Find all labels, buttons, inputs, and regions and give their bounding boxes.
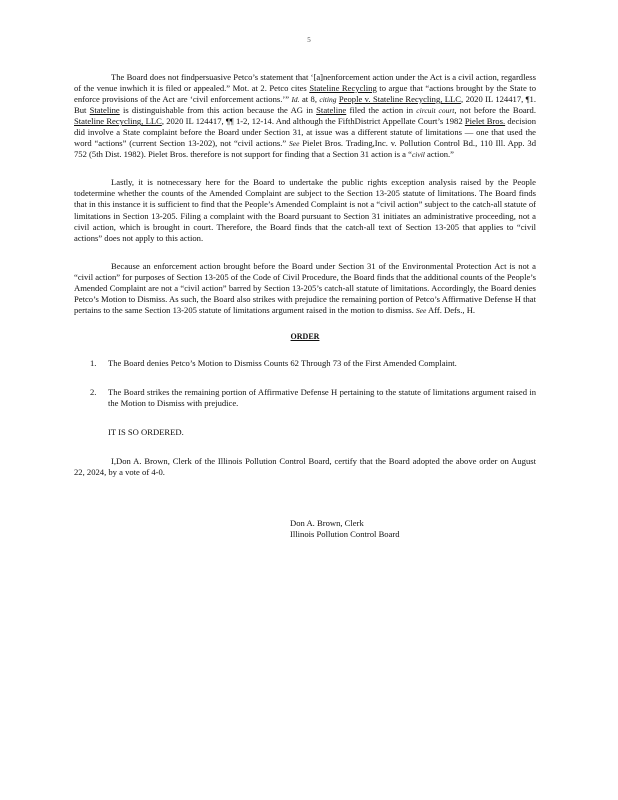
order-item-text: The Board strikes the remaining portion of Affirmative Defense H pertaining to the statute of limitations argument raised in the Motion to Dismiss with prejudice. xyxy=(108,386,536,409)
page-number: 5 xyxy=(307,36,311,44)
signature-block xyxy=(74,518,536,540)
order-heading: ORDER xyxy=(290,331,320,341)
clerk-certification: I,Don A. Brown, Clerk of the Illinois Pollution Control Board, certify that the Board adopted the above order on August 22, 2024, by a vote of 4-0. xyxy=(74,456,536,478)
case-citation: Stateline Recycling, LLC xyxy=(74,116,162,127)
case-citation: Stateline xyxy=(89,105,120,116)
case-citation: Stateline xyxy=(316,105,347,116)
paragraph-conclusion: Because an enforcement action brought before the Board under Section 31 of the Environmental Protection Act is not a “civil action” for purposes of Section 13-205 of the Code of Civil Procedure, the Board finds that the additional counts of the People’s Amended Complaint are not a “civil action” barred by Section 13-205’s catch-all statute of limitations. Accordingly, the Board denies Petco’s Motion to Dismiss. As such, the Board also strikes with prejudice the remaining portion of Petco’s Affirmative Defense H that pertains to the same Section 13-205 statute of limitations argument raised in the motion to dismiss. See Aff. Defs., H. xyxy=(74,260,536,315)
so-ordered: IT IS SO ORDERED. xyxy=(108,427,184,438)
order-item-number: 2. xyxy=(90,386,97,397)
paragraph-public-rights: Lastly, it is notnecessary here for the Board to undertake the public rights exception analysis raised by the People todetermine whether the counts of the Amended Complaint are subject to the Section 13-205 statute of limitations. The Board finds that in this instance it is sufficient to find that the People’s Amended Complaint is not a “civil action” subject to the catch-all statute of limitations in Section 13-205. Filing a complaint with the Board pursuant to Section 31 initiates an administrative proceeding, not a civil action, which is brought in court. Therefore, the Board finds that the catch-all text of Section 13-205 that applies to “civil actions” does not apply to this action. xyxy=(74,177,536,243)
signature-title: Illinois Pollution Control Board xyxy=(290,529,400,540)
order-item xyxy=(74,387,536,409)
case-citation: People v. Stateline Recycling, LLC xyxy=(338,94,462,105)
case-citation: Stateline Recycling xyxy=(309,83,377,94)
order-item-number: 1. xyxy=(90,357,97,368)
document-body xyxy=(74,72,536,540)
order-item-text: The Board denies Petco’s Motion to Dismiss Counts 62 Through 73 of the First Amended Complaint. xyxy=(108,357,457,368)
case-citation: Pielet Bros. xyxy=(464,116,506,127)
order-item xyxy=(74,358,536,369)
signature-name: Don A. Brown, Clerk xyxy=(290,518,364,529)
paragraph-petco-statement: The Board does not findpersuasive Petco’s statement that ‘[a]nenforcement action under the Act is a civil action, regardless of the venue inwhich it is filed or appealed.” Mot. at 2. Petco cites Stateline Recycling to argue that “actions brought by the State to enforce provisions of the Act are ‘civil enforcement actions.’” Id. at 8, citing People v. Stateline Recycling, LLC, 2020 IL 124417, ¶1. But Stateline is distinguishable from this action because the AG in Stateline filed the action in circuit court, not before the Board. Stateline Recycling, LLC, 2020 IL 124417, ¶¶ 1-2, 12-14. And although the FifthDistrict Appellate Court’s 1982 Pielet Bros. decision did involve a State complaint before the Board under Section 31, at issue was a different statute of limitations — one that used the word “actions” (current Section 13-202), not “civil actions.” See Pielet Bros. Trading,Inc. v. Pollution Control Bd., 110 Ill. App. 3d 752 (5th Dist. 1982). Pielet Bros. therefore is not support for finding that a Section 31 action is a “civil action.” xyxy=(74,72,536,160)
